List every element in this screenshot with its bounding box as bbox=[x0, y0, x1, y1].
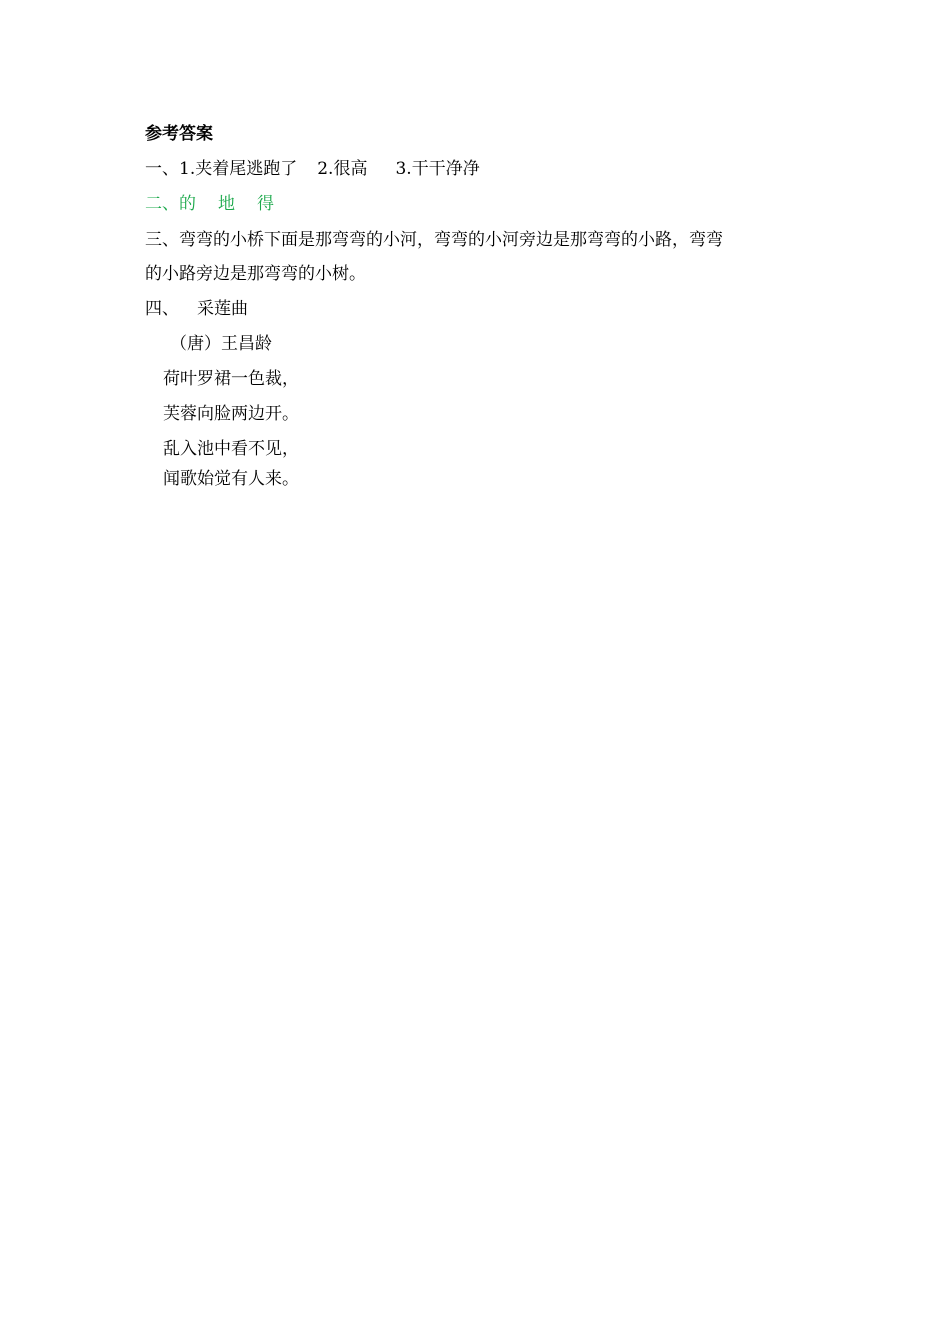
section-2 bbox=[145, 193, 274, 215]
section-1-item-1: 1.夹着尾逃跑了 bbox=[179, 159, 298, 179]
section-3-line-2: 的小路旁边是那弯弯的小树。 bbox=[145, 264, 366, 284]
section-2-word-3: 得 bbox=[257, 194, 274, 214]
poem-verse: 荷叶罗裙一色裁， bbox=[163, 369, 299, 389]
poem-verse: 闻歌始觉有人来。 bbox=[163, 469, 299, 489]
section-3-line-1: 三、弯弯的小桥下面是那弯弯的小河，弯弯的小河旁边是那弯弯的小路，弯弯 bbox=[145, 230, 723, 250]
section-2-word-1: 的 bbox=[179, 194, 196, 214]
section-4-label: 四、 bbox=[145, 299, 179, 319]
section-1-item-3: 3.干干净净 bbox=[395, 159, 480, 179]
poem-verse: 乱入池中看不见， bbox=[163, 439, 299, 459]
poem-title: 采莲曲 bbox=[197, 299, 248, 319]
section-2-label: 二、 bbox=[145, 194, 179, 214]
poem-author: （唐）王昌龄 bbox=[170, 334, 272, 354]
section-1-item-2: 2.很高 bbox=[317, 159, 368, 179]
answers-title: 参考答案 bbox=[145, 124, 213, 144]
section-2-word-2: 地 bbox=[218, 194, 235, 214]
poem-verse: 芙蓉向脸两边开。 bbox=[163, 404, 299, 424]
section-1-label: 一、 bbox=[145, 159, 179, 179]
section-1 bbox=[145, 158, 480, 180]
section-4-heading bbox=[145, 298, 248, 320]
